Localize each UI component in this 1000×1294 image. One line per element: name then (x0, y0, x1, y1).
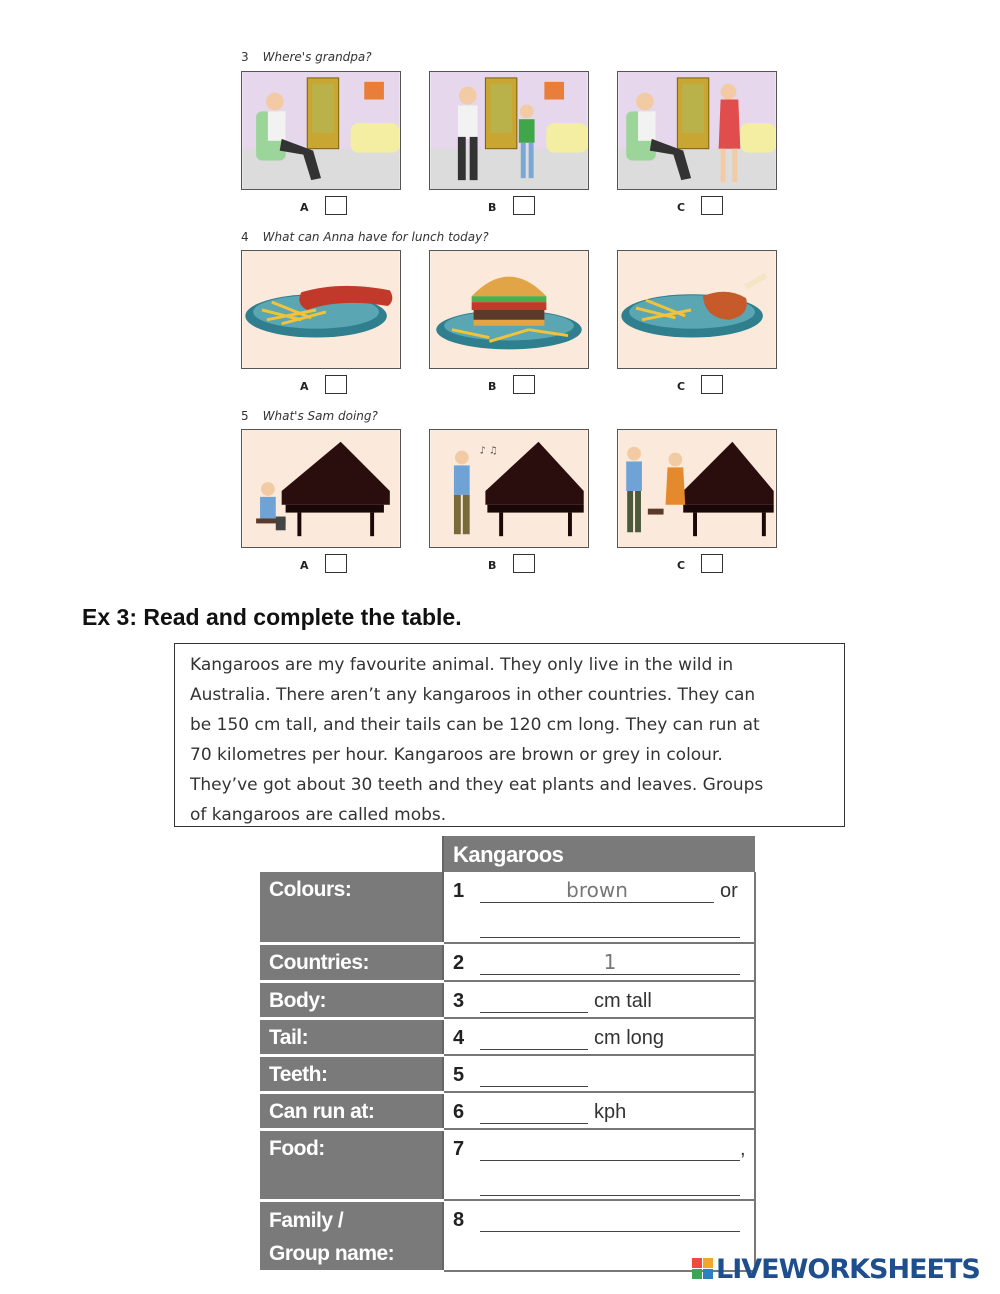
sam-picture-b-singing (429, 429, 589, 548)
question-text: What can Anna have for lunch today? (262, 230, 489, 244)
question-text: What's Sam doing? (262, 409, 378, 423)
row-teeth (443, 1055, 755, 1092)
row-suffix: cm tall (594, 990, 652, 1012)
question-3-label (241, 50, 372, 64)
reading-line: of kangaroos are called mobs. (190, 805, 447, 825)
answer-checkbox-3c[interactable] (701, 196, 723, 215)
question-5-label (241, 409, 378, 423)
grandpa-picture-b (429, 71, 589, 190)
row-label-can-run-at: Can run at: (260, 1092, 443, 1129)
row-number: 5 (453, 1064, 465, 1086)
colour-answer-input-2[interactable] (480, 913, 740, 938)
question-text: Where's grandpa? (262, 50, 372, 64)
reading-line: Australia. There aren’t any kangaroos in other countries. They can (190, 685, 756, 705)
lunch-picture-a-sausage (241, 250, 401, 369)
lunch-picture-c-chicken (617, 250, 777, 369)
row-can-run-at (443, 1092, 755, 1129)
answer-checkbox-4b[interactable] (513, 375, 535, 394)
grandpa-picture-c (617, 71, 777, 190)
row-label-tail: Tail: (260, 1018, 443, 1055)
answer-checkbox-5b[interactable] (513, 554, 535, 573)
reading-line: Kangaroos are my favourite animal. They only live in the wild in (190, 655, 734, 675)
table-header: Kangaroos (443, 836, 755, 872)
food-answer-input-2[interactable] (480, 1171, 740, 1196)
question-4-label (241, 230, 489, 244)
answer-checkbox-3a[interactable] (325, 196, 347, 215)
row-label-colours: Colours: (260, 872, 443, 943)
answer-checkbox-3b[interactable] (513, 196, 535, 215)
row-body (443, 981, 755, 1018)
option-label: B (488, 380, 497, 393)
row-number: 6 (453, 1101, 465, 1123)
reading-line: 70 kilometres per hour. Kangaroos are brown or grey in colour. (190, 745, 723, 765)
grandpa-picture-a (241, 71, 401, 190)
body-answer-input[interactable] (480, 988, 588, 1013)
row-tail (443, 1018, 755, 1055)
option-label: A (300, 201, 309, 214)
exercise-title: Ex 3: Read and complete the table. (82, 604, 462, 630)
option-label: C (677, 559, 686, 572)
option-label: B (488, 201, 497, 214)
sam-picture-c-talking (617, 429, 777, 548)
row-number: 4 (453, 1027, 465, 1049)
row-label-body: Body: (260, 981, 443, 1018)
row-suffix: or (720, 880, 738, 902)
row-label-food: Food: (260, 1129, 443, 1200)
logo-text: LIVEWORKSHEETS (716, 1254, 980, 1285)
row-number: 1 (453, 880, 465, 902)
question-number: 3 (241, 50, 249, 64)
option-label: A (300, 559, 309, 572)
row-number: 3 (453, 990, 465, 1012)
row-suffix: , (740, 1138, 746, 1160)
row-number: 8 (453, 1209, 465, 1231)
lunch-picture-b-burger (429, 250, 589, 369)
row-number: 7 (453, 1138, 465, 1160)
food-answer-input-1[interactable] (480, 1136, 740, 1161)
answer-checkbox-5c[interactable] (701, 554, 723, 573)
row-number: 2 (453, 952, 465, 974)
row-countries (443, 943, 755, 981)
question-number: 5 (241, 409, 249, 423)
reading-line: be 150 cm tall, and their tails can be 120 cm long. They can run at (190, 715, 760, 735)
svg-text:♪ ♫: ♪ ♫ (479, 445, 498, 457)
row-suffix: kph (594, 1101, 627, 1123)
row-colours (443, 872, 755, 943)
row-food (443, 1129, 755, 1200)
answer-checkbox-4a[interactable] (325, 375, 347, 394)
reading-passage (174, 643, 845, 827)
row-label-line: Group name: (269, 1241, 395, 1265)
row-label-teeth: Teeth: (260, 1055, 443, 1092)
option-label: C (677, 380, 686, 393)
logo-squares-icon (692, 1258, 714, 1280)
row-label-countries: Countries: (260, 943, 443, 981)
row-label-line: Family / (269, 1208, 344, 1232)
option-label: C (677, 201, 686, 214)
tail-answer-input[interactable] (480, 1025, 588, 1050)
sam-picture-a-playing-piano (241, 429, 401, 548)
option-label: A (300, 380, 309, 393)
row-label-group-name (260, 1200, 443, 1271)
group-name-answer-input[interactable] (480, 1207, 740, 1232)
table-corner (260, 836, 443, 872)
answer-checkbox-5a[interactable] (325, 554, 347, 573)
reading-line: They’ve got about 30 teeth and they eat plants and leaves. Groups (190, 775, 764, 795)
kangaroo-table (260, 836, 756, 1273)
answer-checkbox-4c[interactable] (701, 375, 723, 394)
question-number: 4 (241, 230, 249, 244)
countries-answer-input[interactable] (480, 950, 740, 975)
speed-answer-input[interactable] (480, 1099, 588, 1124)
liveworksheets-logo (692, 1254, 980, 1285)
colour-answer-input-1[interactable] (480, 878, 714, 903)
row-suffix: cm long (594, 1027, 665, 1049)
teeth-answer-input[interactable] (480, 1062, 588, 1087)
option-label: B (488, 559, 497, 572)
